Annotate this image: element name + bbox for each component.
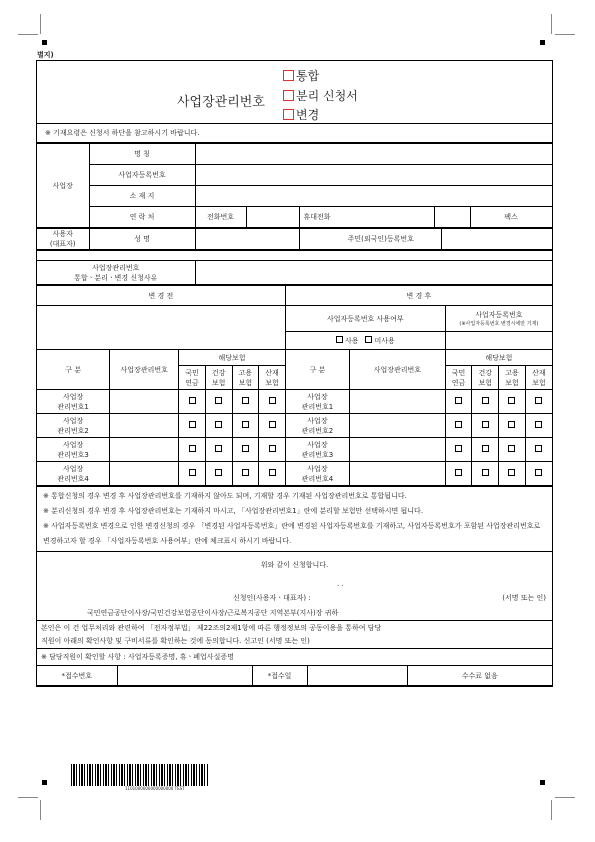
col-accident: 산재 보험	[259, 366, 286, 390]
business-address-field[interactable]	[195, 186, 552, 207]
insurance-checkbox[interactable]	[189, 445, 196, 452]
insurance-checkbox[interactable]	[215, 421, 222, 428]
mgmt-no-field[interactable]	[350, 390, 446, 414]
registration-mark	[42, 40, 47, 45]
insurance-checkbox[interactable]	[482, 421, 489, 428]
note-bizno-change: ※ 사업자등록번호 변경으로 인한 변경신청의 경우 「변경된 사업자등록번호」란에 변경된 사업자등록번호를 기재하고, 사업자등록번호가 포함된 사업장관리번호로 변경하고자 할 경우 「사업자등록번호 사용여부」란에 체크표시 하시기 바랍니다.	[43, 522, 541, 545]
mgmt-no-field[interactable]	[350, 414, 446, 438]
insurance-checkbox[interactable]	[535, 397, 542, 404]
col-accident: 산재 보험	[525, 366, 552, 390]
insurance-checkbox[interactable]	[242, 397, 249, 404]
use-label: 사용	[345, 336, 359, 345]
title-prefix: 사업장관리번호	[177, 95, 265, 110]
after-gubun-header: 구 분	[285, 350, 349, 390]
after-bizno-label: 사업자등록번호	[475, 311, 523, 319]
employer-group-label: 사용자 (대표자)	[37, 229, 89, 250]
row-label: 사업장 관리번호1	[37, 390, 110, 414]
insurance-checkbox[interactable]	[455, 421, 462, 428]
insurance-checkbox[interactable]	[215, 469, 222, 476]
insurance-checkbox[interactable]	[508, 469, 515, 476]
after-bizno-header	[445, 306, 552, 332]
business-group-label: 사업장	[37, 144, 89, 228]
after-bizno-field[interactable]	[445, 332, 552, 350]
table-row	[37, 390, 552, 414]
crop-mark	[555, 797, 575, 798]
business-name-field[interactable]	[195, 144, 552, 165]
after-bizno-note: (※사업자등록번호 변경시에만 기재)	[459, 321, 539, 327]
insurance-checkbox[interactable]	[242, 469, 249, 476]
row-label: 사업장 관리번호2	[285, 414, 349, 438]
bizno-use-options	[285, 332, 445, 350]
business-info-table	[37, 143, 552, 228]
col-pension: 국민 연금	[179, 366, 206, 390]
receipt-no-label: *접수번호	[37, 666, 117, 686]
after-header: 변 경 후	[285, 286, 552, 306]
employer-id-label: 주민(외국인)등록번호	[321, 229, 441, 250]
registration-mark	[540, 780, 545, 785]
applicant-label: 신청인(사용자ㆍ대표자) :	[233, 594, 311, 602]
table-row	[37, 438, 552, 462]
date-dots: . .	[337, 580, 344, 588]
insurance-checkbox[interactable]	[508, 397, 515, 404]
row-label: 사업장 관리번호3	[37, 438, 110, 462]
phone-label: 전화번호	[195, 207, 246, 228]
insurance-checkbox[interactable]	[455, 397, 462, 404]
crop-mark	[18, 797, 38, 798]
insurance-checkbox[interactable]	[215, 397, 222, 404]
insurance-checkbox[interactable]	[535, 469, 542, 476]
insurance-checkbox[interactable]	[269, 469, 276, 476]
table-row	[37, 462, 552, 486]
insurance-checkbox[interactable]	[189, 469, 196, 476]
insurance-checkbox[interactable]	[535, 421, 542, 428]
insurance-checkbox[interactable]	[269, 421, 276, 428]
option-label: 통합	[296, 69, 320, 83]
insurance-checkbox[interactable]	[455, 469, 462, 476]
option-merge[interactable]	[283, 67, 319, 84]
checkbox[interactable]	[283, 109, 294, 120]
use-checkbox[interactable]	[336, 336, 343, 343]
checkbox[interactable]	[283, 70, 294, 81]
phone-field[interactable]	[246, 207, 299, 228]
insurance-checkbox[interactable]	[482, 397, 489, 404]
business-address-label: 소 재 지	[89, 186, 195, 207]
after-insurance-header: 해당보험	[445, 350, 552, 366]
consent-section	[37, 620, 552, 648]
reason-label	[37, 261, 195, 285]
employer-name-label: 성 명	[89, 229, 195, 250]
crop-mark	[551, 14, 552, 34]
before-header: 변 경 전	[37, 286, 285, 306]
notes	[37, 486, 552, 551]
receipt-table	[37, 665, 552, 686]
insurance-checkbox[interactable]	[242, 445, 249, 452]
check-items: ※ 담당직원이 확인할 사항 : 사업자등록증명, 휴ㆍ폐업사실증명	[37, 648, 552, 665]
row-label: 사업장 관리번호3	[285, 438, 349, 462]
business-regno-field[interactable]	[195, 165, 552, 186]
before-insurance-header: 해당보험	[179, 350, 286, 366]
barcode	[71, 764, 209, 786]
option-separate[interactable]	[283, 87, 358, 104]
insurance-checkbox[interactable]	[189, 421, 196, 428]
crop-mark	[40, 14, 41, 34]
row-label: 사업장 관리번호4	[285, 462, 349, 486]
note-separate: ※ 분리신청의 경우 변경 후 사업장관리번호는 기재하지 마시고, 「사업장관리번호1」란에 분리할 보험만 선택하시면 됩니다.	[43, 507, 424, 515]
business-name-label: 명 칭	[89, 144, 195, 165]
mobile-field[interactable]	[434, 207, 470, 228]
reason-field[interactable]	[195, 261, 552, 285]
mgmt-no-field[interactable]	[110, 462, 179, 486]
barcode-number: 1101000000000000000 TEST	[125, 786, 185, 791]
table-row	[37, 414, 552, 438]
recipients: 국민연금공단이사장/국민건강보험공단이사장/근로복지공단 지역본부(지사)장 귀하	[87, 609, 339, 617]
mgmt-no-field[interactable]	[110, 414, 179, 438]
before-gubun-header: 구 분	[37, 350, 110, 390]
col-health: 건강 보험	[472, 366, 499, 390]
mgmt-no-field[interactable]	[110, 438, 179, 462]
receipt-date-label: *접수일	[252, 666, 307, 686]
insurance-checkbox[interactable]	[269, 397, 276, 404]
insurance-checkbox[interactable]	[482, 445, 489, 452]
insurance-checkbox[interactable]	[215, 445, 222, 452]
registration-mark	[42, 780, 47, 785]
insurance-checkbox[interactable]	[242, 421, 249, 428]
insurance-checkbox[interactable]	[535, 445, 542, 452]
declaration-section	[37, 551, 552, 620]
col-employment: 고용 보험	[499, 366, 526, 390]
insurance-checkbox[interactable]	[269, 445, 276, 452]
option-change[interactable]	[283, 106, 319, 123]
mgmt-no-field[interactable]	[350, 462, 446, 486]
form-title	[37, 61, 552, 124]
reason-label-line2: 통합ㆍ분리ㆍ변경 신청사유	[74, 273, 158, 282]
row-label: 사업장 관리번호4	[37, 462, 110, 486]
col-health: 건강 보험	[205, 366, 232, 390]
crop-mark	[18, 34, 38, 35]
mgmt-no-field[interactable]	[350, 438, 446, 462]
sign-label: (서명 또는 인)	[502, 594, 546, 602]
insurance-checkbox[interactable]	[455, 445, 462, 452]
option-label: 변경	[296, 108, 320, 122]
nonuse-checkbox[interactable]	[365, 336, 372, 343]
employer-name-field[interactable]	[195, 229, 299, 250]
fee-label: 수수료 없음	[407, 666, 552, 686]
annex-label: 별지)	[37, 51, 54, 59]
business-contact-label: 연 락 처	[89, 207, 195, 228]
insurance-checkbox[interactable]	[508, 445, 515, 452]
reason-table	[37, 250, 552, 285]
crop-mark	[551, 800, 552, 820]
row-label: 사업장 관리번호1	[285, 390, 349, 414]
row-label: 사업장 관리번호2	[37, 414, 110, 438]
receipt-date-field	[307, 666, 407, 686]
receipt-no-field	[117, 666, 252, 686]
crop-mark	[555, 34, 575, 35]
crop-mark	[40, 800, 41, 820]
bizno-use-label: 사업자등록번호 사용여부	[285, 306, 445, 332]
after-mgmt-header: 사업장관리번호	[350, 350, 446, 390]
change-table	[37, 285, 552, 486]
insurance-checkbox[interactable]	[482, 469, 489, 476]
mgmt-no-field[interactable]	[110, 390, 179, 414]
reason-label-line1: 사업장관리번호	[92, 263, 140, 272]
insurance-checkbox[interactable]	[508, 421, 515, 428]
spacer-row	[37, 251, 552, 261]
employer-table	[37, 228, 552, 250]
note-merge: ※ 통합신청의 경우 변경 후 사업장관리번호를 기재하지 않아도 되며, 기재할 경우 기재된 사업장관리번호로 통합됩니다.	[43, 492, 407, 500]
employer-id-field[interactable]	[441, 229, 552, 250]
before-mgmt-header: 사업장관리번호	[110, 350, 179, 390]
registration-mark	[540, 40, 545, 45]
col-pension: 국민 연금	[445, 366, 472, 390]
nonuse-label: 미사용	[374, 336, 395, 345]
insurance-checkbox[interactable]	[189, 397, 196, 404]
declaration-text: 위와 같이 신청합니다.	[260, 561, 329, 569]
col-employment: 고용 보험	[232, 366, 259, 390]
consent-line1: 본인은 이 건 업무처리와 관련하여 「전자정부법」 제22조의2제1항에 따른 행정정보의 공동이용을 통하여 담당	[41, 624, 382, 632]
fax-label: 팩스	[470, 207, 552, 228]
business-regno-label: 사업자등록번호	[89, 165, 195, 186]
option-label: 분리 신청서	[296, 89, 358, 103]
checkbox[interactable]	[283, 90, 294, 101]
application-form	[36, 60, 553, 687]
before-blank	[37, 306, 285, 350]
consent-line2: 직원이 아래의 확인사항 및 구비서류를 확인하는 것에 동의합니다. 신고인 (서명 또는 인)	[41, 637, 310, 645]
mobile-label: 휴대전화	[299, 207, 434, 228]
guide-note: ※ 기재요령은 신청서 하단을 참고하시기 바랍니다.	[37, 124, 552, 143]
